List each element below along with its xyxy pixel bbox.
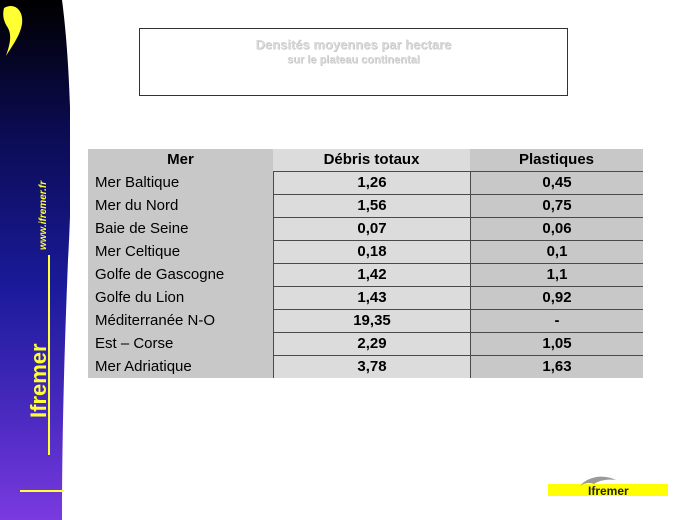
cell-sea: Mer Baltique [88,171,273,194]
table-row [88,217,643,240]
cell-sea: Est – Corse [88,332,273,355]
cell-sea: Mer Celtique [88,240,273,263]
cell-debris: 2,29 [273,332,470,355]
header-debris: Débris totaux [273,149,470,171]
cell-debris: 1,56 [273,194,470,217]
table-row [88,309,643,332]
cell-debris: 1,26 [273,171,470,194]
cell-debris: 0,07 [273,217,470,240]
cell-plastics: 0,75 [470,194,643,217]
cell-plastics: - [470,309,643,332]
table-row [88,171,643,194]
title-line-1: Densités moyennes par hectare [255,37,452,52]
table-row [88,263,643,286]
cell-sea: Méditerranée N-O [88,309,273,332]
cell-sea: Baie de Seine [88,217,273,240]
cell-plastics: 0,1 [470,240,643,263]
sidebar-band [0,0,70,520]
cell-sea: Golfe du Lion [88,286,273,309]
cell-plastics: 1,63 [470,355,643,378]
table-row [88,332,643,355]
cell-plastics: 1,05 [470,332,643,355]
footer-logo [548,474,668,504]
header-plastiques: Plastiques [470,149,643,171]
table-row [88,240,643,263]
cell-debris: 0,18 [273,240,470,263]
sidebar-url[interactable]: www.ifremer.fr [38,180,49,250]
table-row [88,194,643,217]
sidebar-brand: Ifremer [26,343,51,418]
footer-logo-text: Ifremer [588,484,629,498]
cell-debris: 19,35 [273,309,470,332]
density-table [88,149,643,378]
cell-debris: 1,42 [273,263,470,286]
cell-plastics: 0,92 [470,286,643,309]
cell-sea: Mer Adriatique [88,355,273,378]
title-box [139,28,568,96]
table-row [88,355,643,378]
cell-plastics: 0,45 [470,171,643,194]
title-line-2: sur le plateau continental [287,54,420,66]
dolphin-icon [0,0,30,60]
header-mer: Mer [88,149,273,171]
cell-sea: Mer du Nord [88,194,273,217]
cell-plastics: 0,06 [470,217,643,240]
sidebar-gradient [0,0,70,520]
table-row [88,286,643,309]
cell-sea: Golfe de Gascogne [88,263,273,286]
cell-debris: 3,78 [273,355,470,378]
cell-debris: 1,43 [273,286,470,309]
cell-plastics: 1,1 [470,263,643,286]
table-header-row [88,149,643,171]
